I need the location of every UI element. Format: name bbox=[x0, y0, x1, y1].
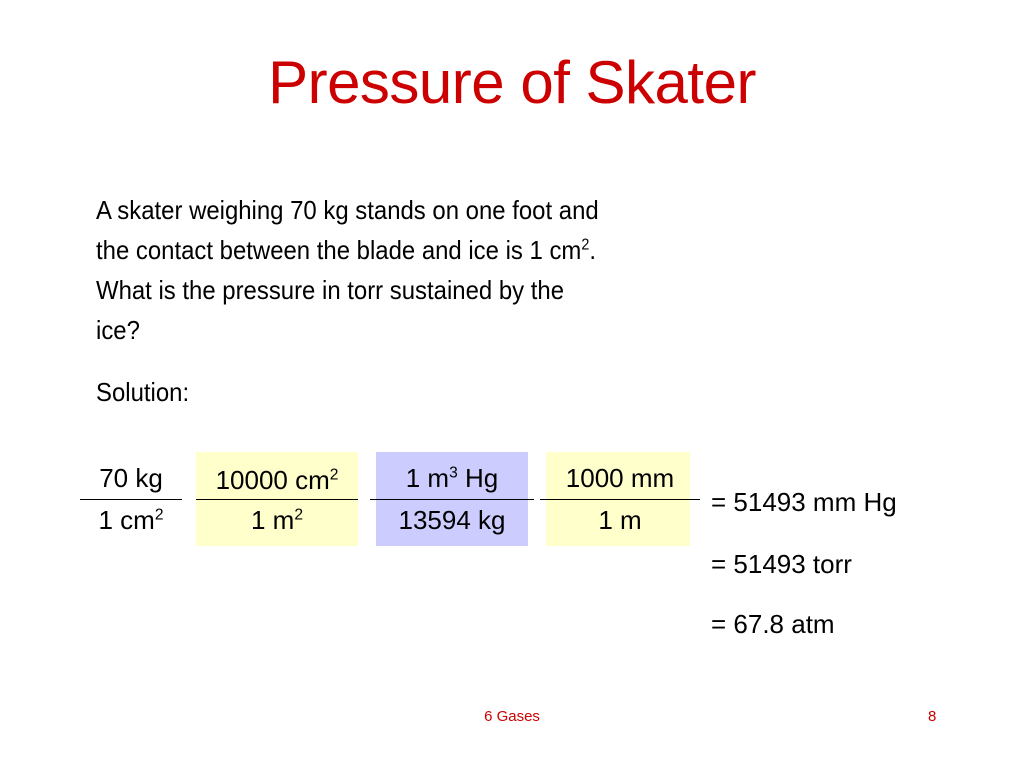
footer-page-number: 8 bbox=[928, 708, 937, 725]
fraction-denominator: 13594 kg bbox=[398, 505, 506, 535]
problem-line: ice? bbox=[96, 315, 140, 345]
result-torr: = 51493 torr bbox=[711, 549, 852, 579]
problem-line: What is the pressure in torr sustained by the bbox=[96, 275, 565, 305]
fraction-denominator: 1 m bbox=[598, 505, 642, 535]
fraction-bar bbox=[80, 499, 182, 500]
fraction-numerator: 1000 mm bbox=[565, 463, 675, 493]
problem-line: A skater weighing 70 kg stands on one foot and bbox=[96, 195, 599, 225]
fraction-numerator: 10000 $cm^2$ bbox=[215, 465, 339, 495]
result-atm: = 67.8 atm bbox=[711, 609, 835, 639]
fraction-denominator: 1 $m^2$ bbox=[250, 505, 304, 535]
solution-label: Solution: bbox=[96, 377, 190, 407]
result-mmhg: = 51493 mm Hg bbox=[711, 487, 897, 517]
fraction-density-mercury bbox=[370, 462, 534, 536]
slide-title: Pressure of Skater bbox=[268, 49, 756, 116]
footer-section: 6 Gases bbox=[484, 708, 540, 725]
fraction-denominator: 1 $cm^2$ bbox=[98, 505, 164, 535]
fraction-bar bbox=[196, 499, 358, 500]
fraction-length-conversion bbox=[540, 462, 700, 536]
fraction-bar bbox=[370, 499, 534, 500]
fraction-area-conversion bbox=[196, 464, 358, 536]
fraction-numerator: 70 kg bbox=[99, 463, 163, 493]
problem-line: the contact between the blade and ice is 1 $cm^2$. bbox=[96, 235, 597, 265]
problem-text bbox=[96, 190, 657, 350]
fraction-bar bbox=[540, 499, 700, 500]
fraction-mass-area bbox=[80, 462, 182, 536]
fraction-numerator: 1 $m^3$ Hg bbox=[405, 463, 499, 493]
